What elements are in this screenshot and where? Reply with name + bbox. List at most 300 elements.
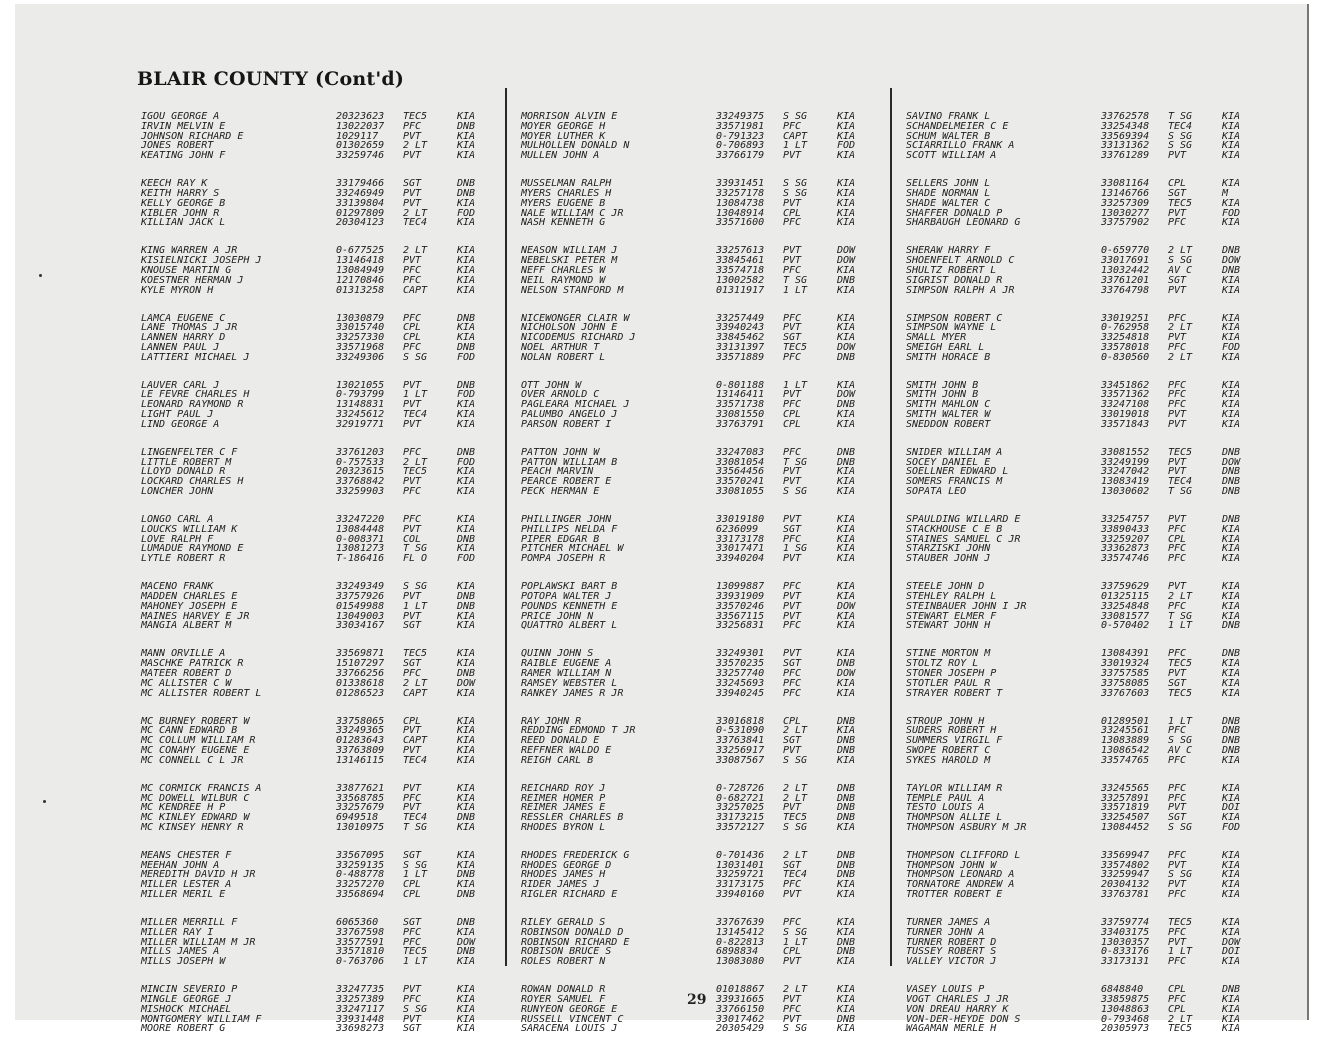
- entry-serial-number: 33173215: [716, 812, 765, 824]
- entry-status: DNB: [457, 533, 476, 545]
- entry-serial-number: 33574765: [1101, 754, 1150, 766]
- entry-status: KIA: [1222, 600, 1241, 612]
- entry-serial-number: 33761201: [1101, 274, 1150, 286]
- entry-name: REIGH CARL B: [521, 754, 594, 766]
- entry-rank: PFC: [783, 533, 802, 545]
- entry-serial-number: 33451862: [1101, 379, 1150, 391]
- entry-group: [906, 112, 1266, 161]
- entry-status: KIA: [457, 418, 476, 430]
- entry-serial-number: 33763841: [716, 735, 765, 747]
- entry-rank: PFC: [1168, 782, 1187, 794]
- entry-status: KIA: [457, 658, 476, 670]
- roster-entry: [141, 689, 501, 699]
- entry-rank: CPL: [403, 889, 422, 901]
- entry-group: [141, 179, 501, 228]
- entry-serial-number: 33568785: [336, 792, 385, 804]
- entry-rank: PFC: [403, 926, 422, 938]
- entry-name: ROLES ROBERT N: [521, 956, 606, 968]
- entry-rank: S SG: [1168, 821, 1193, 833]
- entry-serial-number: 6065360: [336, 917, 379, 929]
- entry-rank: AV C: [1168, 744, 1193, 756]
- entry-rank: S SG: [1168, 255, 1193, 267]
- entry-status: KIA: [457, 926, 476, 938]
- roster-entry: [141, 218, 501, 228]
- entry-rank: PVT: [403, 1013, 422, 1025]
- entry-rank: 2 LT: [783, 782, 808, 794]
- entry-status: DNB: [837, 849, 856, 861]
- entry-rank: PFC: [1168, 889, 1187, 901]
- entry-name: SCIARRILLO FRANK A: [906, 140, 1015, 152]
- entry-serial-number: 33247083: [716, 446, 765, 458]
- entry-rank: 1 LT: [403, 869, 428, 881]
- entry-serial-number: 33245612: [336, 409, 385, 421]
- entry-status: KIA: [1222, 399, 1241, 411]
- entry-rank: S SG: [783, 486, 808, 498]
- entry-serial-number: 33759629: [1101, 581, 1150, 593]
- entry-status: KIA: [457, 715, 476, 727]
- entry-serial-number: 33763791: [716, 418, 765, 430]
- entry-rank: PFC: [403, 486, 422, 498]
- entry-serial-number: 13021055: [336, 379, 385, 391]
- entry-status: DOW: [837, 255, 856, 267]
- entry-status: DNB: [457, 178, 476, 190]
- roster-entry: [141, 353, 501, 363]
- entry-serial-number: 13086542: [1101, 744, 1150, 756]
- entry-group: [141, 515, 501, 564]
- roster-column-2: [521, 112, 881, 1052]
- entry-group: [521, 918, 881, 967]
- entry-serial-number: 33081577: [1101, 610, 1150, 622]
- entry-name: ROBISON BRUCE S: [521, 946, 612, 958]
- entry-serial-number: 33257891: [1101, 792, 1150, 804]
- entry-serial-number: 20304123: [336, 217, 385, 229]
- entry-status: DNB: [837, 351, 856, 363]
- entry-status: DNB: [457, 889, 476, 901]
- entry-status: KIA: [837, 994, 856, 1006]
- entry-rank: PVT: [783, 648, 802, 660]
- entry-serial-number: 33257178: [716, 187, 765, 199]
- entry-rank: PFC: [403, 274, 422, 286]
- entry-status: KIA: [1222, 533, 1241, 545]
- entry-rank: 1 LT: [783, 284, 808, 296]
- entry-status: DNB: [457, 917, 476, 929]
- entry-status: KIA: [1222, 1023, 1241, 1035]
- entry-status: FOD: [457, 351, 476, 363]
- roster-entry: [141, 621, 501, 631]
- entry-status: KIA: [837, 120, 856, 132]
- roster-entry: [906, 1024, 1266, 1034]
- entry-status: KIA: [837, 610, 856, 622]
- entry-status: KIA: [837, 514, 856, 526]
- entry-name: KELLY GEORGE B: [141, 197, 226, 209]
- entry-rank: TEC5: [1168, 658, 1193, 670]
- entry-status: DNB: [457, 187, 476, 199]
- entry-serial-number: 0-801188: [716, 379, 765, 391]
- entry-rank: PFC: [783, 399, 802, 411]
- entry-rank: S SG: [783, 1023, 808, 1035]
- entry-rank: CPL: [403, 332, 422, 344]
- entry-serial-number: 0-822813: [716, 936, 765, 948]
- entry-rank: PVT: [783, 802, 802, 814]
- entry-serial-number: 33570241: [716, 476, 765, 488]
- entry-status: KIA: [837, 725, 856, 737]
- entry-status: KIA: [1222, 792, 1241, 804]
- entry-serial-number: 13083419: [1101, 476, 1150, 488]
- entry-status: DNB: [457, 312, 476, 324]
- entry-serial-number: 33571819: [1101, 802, 1150, 814]
- entry-name: THOMPSON ASBURY M JR: [906, 821, 1027, 833]
- entry-rank: PFC: [783, 879, 802, 891]
- entry-name: SIMPSON ROBERT C: [906, 312, 1003, 324]
- entry-name: RIDER JAMES J: [521, 879, 600, 891]
- entry-status: DNB: [837, 744, 856, 756]
- entry-status: KIA: [1222, 1013, 1241, 1025]
- page-title: BLAIR COUNTY (Cont'd): [137, 68, 405, 90]
- entry-name: STEWART JOHN H: [906, 620, 991, 632]
- entry-status: KIA: [1222, 812, 1241, 824]
- entry-rank: CPL: [403, 322, 422, 334]
- entry-status: KIA: [457, 956, 476, 968]
- entry-serial-number: 01313258: [336, 284, 385, 296]
- entry-serial-number: 33574718: [716, 264, 765, 276]
- entry-name: MILLS JAMES A: [141, 946, 220, 958]
- entry-status: KIA: [837, 476, 856, 488]
- entry-serial-number: 33571362: [1101, 389, 1150, 401]
- entry-serial-number: 33572127: [716, 821, 765, 833]
- entry-rank: PVT: [403, 523, 422, 535]
- entry-name: MEREDITH DAVID H JR: [141, 869, 256, 881]
- entry-rank: PFC: [1168, 600, 1187, 612]
- entry-name: MAHONEY JOSEPH E: [141, 600, 238, 612]
- entry-serial-number: 33764798: [1101, 284, 1150, 296]
- entry-status: KIA: [457, 332, 476, 344]
- entry-name: TEMPLE PAUL A: [906, 792, 985, 804]
- entry-status: DNB: [837, 782, 856, 794]
- entry-status: DNB: [837, 869, 856, 881]
- entry-status: FOD: [1222, 341, 1241, 353]
- entry-rank: PFC: [1168, 956, 1187, 968]
- entry-name: STARZISKI JOHN: [906, 543, 991, 555]
- entry-name: IRVIN MELVIN E: [141, 120, 226, 132]
- entry-serial-number: 33019180: [716, 514, 765, 526]
- entry-rank: SGT: [783, 332, 802, 344]
- entry-serial-number: 33257389: [336, 994, 385, 1006]
- entry-rank: PVT: [1168, 514, 1187, 526]
- entry-rank: PVT: [783, 514, 802, 526]
- entry-serial-number: 33249306: [336, 351, 385, 363]
- entry-status: DOW: [457, 677, 476, 689]
- entry-rank: PFC: [403, 341, 422, 353]
- entry-serial-number: 13022037: [336, 120, 385, 132]
- entry-rank: PFC: [1168, 994, 1187, 1006]
- entry-name: SMITH HORACE B: [906, 351, 991, 363]
- entry-serial-number: 33569871: [336, 648, 385, 660]
- entry-serial-number: 33249375: [716, 111, 765, 122]
- entry-rank: T SG: [783, 456, 808, 468]
- entry-name: SYKES HAROLD M: [906, 754, 991, 766]
- entry-name: MEANS CHESTER F: [141, 849, 232, 861]
- entry-serial-number: 33139804: [336, 197, 385, 209]
- entry-rank: S SG: [1168, 130, 1193, 142]
- entry-name: MC CONAHY EUGENE E: [141, 744, 250, 756]
- entry-name: MISHOCK MICHAEL: [141, 1003, 232, 1015]
- entry-status: KIA: [1222, 409, 1241, 421]
- entry-rank: 1 LT: [783, 379, 808, 391]
- entry-name: PHILLINGER JOHN: [521, 514, 612, 526]
- entry-status: KIA: [837, 984, 856, 996]
- entry-name: PATTON JOHN W: [521, 446, 600, 458]
- entry-status: KIA: [457, 523, 476, 535]
- entry-name: MATEER ROBERT D: [141, 667, 232, 679]
- entry-status: DNB: [457, 591, 476, 602]
- entry-serial-number: 13083889: [1101, 735, 1150, 747]
- entry-serial-number: 33761289: [1101, 150, 1150, 162]
- entry-serial-number: 33570235: [716, 658, 765, 670]
- column-divider: [505, 88, 507, 966]
- entry-serial-number: 33845461: [716, 255, 765, 267]
- entry-status: KIA: [1222, 312, 1241, 324]
- entry-rank: S SG: [403, 859, 428, 871]
- entry-name: MADDEN CHARLES E: [141, 591, 238, 602]
- entry-serial-number: 33016818: [716, 715, 765, 727]
- entry-rank: 2 LT: [783, 984, 808, 996]
- entry-rank: TEC5: [1168, 687, 1193, 699]
- entry-serial-number: 0-682721: [716, 792, 765, 804]
- entry-group: [906, 246, 1266, 295]
- entry-rank: PVT: [783, 466, 802, 478]
- entry-serial-number: 33254818: [1101, 332, 1150, 344]
- entry-rank: 1 LT: [403, 389, 428, 401]
- entry-serial-number: 13002582: [716, 274, 765, 286]
- entry-serial-number: 33179466: [336, 178, 385, 190]
- entry-name: SMALL MYER: [906, 332, 967, 344]
- entry-name: LEONARD RAYMOND R: [141, 399, 244, 411]
- entry-serial-number: 0-531090: [716, 725, 765, 737]
- entry-name: RHODES FREDERICK G: [521, 849, 630, 861]
- entry-rank: PVT: [783, 150, 802, 162]
- entry-rank: PVT: [403, 379, 422, 391]
- entry-serial-number: 33081054: [716, 456, 765, 468]
- entry-name: IGOU GEORGE A: [141, 111, 220, 122]
- entry-serial-number: 33767639: [716, 917, 765, 929]
- entry-serial-number: 33931665: [716, 994, 765, 1006]
- entry-name: KISIELNICKI JOSEPH J: [141, 255, 262, 267]
- entry-name: SIGRIST DONALD R: [906, 274, 1003, 286]
- roster-entry: [141, 756, 501, 766]
- entry-serial-number: 33571843: [1101, 418, 1150, 430]
- entry-serial-number: 33761203: [336, 446, 385, 458]
- entry-status: KIA: [837, 207, 856, 219]
- entry-rank: PFC: [783, 1003, 802, 1015]
- entry-rank: 2 LT: [1168, 351, 1193, 363]
- entry-name: PIPER EDGAR B: [521, 533, 600, 545]
- entry-name: STAUBER JOHN J: [906, 553, 991, 565]
- entry-rank: PVT: [1168, 409, 1187, 421]
- entry-serial-number: 13084738: [716, 197, 765, 209]
- roster-entry: [906, 823, 1266, 833]
- entry-status: DNB: [837, 792, 856, 804]
- entry-serial-number: 0-659770: [1101, 245, 1150, 257]
- entry-name: STINE MORTON M: [906, 648, 991, 660]
- entry-rank: CPL: [403, 879, 422, 891]
- entry-rank: TEC5: [783, 341, 808, 353]
- roster-entry: [521, 689, 881, 699]
- entry-serial-number: 13030879: [336, 312, 385, 324]
- entry-status: KIA: [837, 926, 856, 938]
- entry-serial-number: 13010975: [336, 821, 385, 833]
- entry-status: KIA: [457, 581, 476, 593]
- entry-name: VASEY LOUIS P: [906, 984, 985, 996]
- entry-rank: TEC5: [403, 648, 428, 660]
- entry-serial-number: 33757926: [336, 591, 385, 602]
- entry-serial-number: 33757585: [1101, 667, 1150, 679]
- roster-entry: [521, 621, 881, 631]
- entry-rank: PVT: [783, 610, 802, 622]
- entry-status: DNB: [1222, 514, 1241, 526]
- entry-serial-number: 33173178: [716, 533, 765, 545]
- entry-status: DNB: [1222, 446, 1241, 458]
- entry-serial-number: 33247108: [1101, 399, 1150, 411]
- entry-status: DNB: [1222, 486, 1241, 498]
- entry-serial-number: 1029117: [336, 130, 379, 142]
- entry-serial-number: 33254507: [1101, 812, 1150, 824]
- entry-name: RAMSEY WEBSTER L: [521, 677, 618, 689]
- entry-rank: PFC: [1168, 341, 1187, 353]
- entry-status: DOW: [1222, 456, 1241, 468]
- entry-status: DNB: [1222, 725, 1241, 737]
- roster-entry: [141, 1024, 501, 1034]
- entry-rank: PVT: [783, 744, 802, 756]
- entry-serial-number: 33131362: [1101, 140, 1150, 152]
- entry-serial-number: 33571968: [336, 341, 385, 353]
- entry-serial-number: 01302659: [336, 140, 385, 152]
- entry-name: STROUP JOHN H: [906, 715, 985, 727]
- entry-group: [906, 649, 1266, 698]
- entry-group: [906, 985, 1266, 1034]
- entry-serial-number: 33259207: [1101, 533, 1150, 545]
- entry-status: KIA: [837, 620, 856, 632]
- entry-group: [521, 381, 881, 430]
- entry-serial-number: 33081550: [716, 409, 765, 421]
- entry-group: [141, 985, 501, 1034]
- entry-serial-number: 0-793799: [336, 389, 385, 401]
- entry-name: LATTIERI MICHAEL J: [141, 351, 250, 363]
- entry-name: MILLER MERIL E: [141, 889, 226, 901]
- entry-name: MILLER RAY I: [141, 926, 214, 938]
- entry-serial-number: 33131397: [716, 341, 765, 353]
- entry-name: SOMERS FRANCIS M: [906, 476, 1003, 488]
- entry-name: MACENO FRANK: [141, 581, 214, 593]
- entry-status: KIA: [1222, 523, 1241, 535]
- entry-rank: TEC5: [403, 111, 428, 122]
- entry-rank: PFC: [1168, 543, 1187, 555]
- entry-name: SOCEY DANIEL E: [906, 456, 991, 468]
- entry-status: DNB: [1222, 984, 1241, 996]
- entry-name: SELLERS JOHN L: [906, 178, 991, 190]
- entry-status: KIA: [457, 409, 476, 421]
- entry-name: RUNYEON GEORGE E: [521, 1003, 618, 1015]
- entry-rank: SGT: [783, 523, 802, 535]
- roster-entry: [521, 823, 881, 833]
- entry-status: KIA: [457, 514, 476, 526]
- entry-rank: PFC: [403, 514, 422, 526]
- entry-serial-number: 33256831: [716, 620, 765, 632]
- entry-name: KILLIAN JACK L: [141, 217, 226, 229]
- entry-status: KIA: [1222, 591, 1241, 602]
- entry-name: VON-DER-HEYDE DON S: [906, 1013, 1021, 1025]
- entry-rank: 1 SG: [783, 543, 808, 555]
- entry-name: SMEIGH EARL L: [906, 341, 985, 353]
- entry-serial-number: 33571981: [716, 120, 765, 132]
- entry-name: SUMMERS VIRGIL F: [906, 735, 1003, 747]
- entry-name: LYTLE ROBERT R: [141, 553, 226, 565]
- entry-serial-number: 33259135: [336, 859, 385, 871]
- entry-status: KIA: [457, 111, 476, 122]
- entry-name: SNIDER WILLIAM A: [906, 446, 1003, 458]
- entry-rank: PVT: [403, 610, 422, 622]
- entry-name: NOEL ARTHUR T: [521, 341, 600, 353]
- entry-status: DNB: [1222, 735, 1241, 747]
- entry-name: PECK HERMAN E: [521, 486, 600, 498]
- entry-status: KIA: [1222, 150, 1241, 162]
- entry-rank: CPL: [783, 409, 802, 421]
- entry-serial-number: 33087567: [716, 754, 765, 766]
- entry-serial-number: 33877621: [336, 782, 385, 794]
- entry-rank: PFC: [1168, 648, 1187, 660]
- entry-status: DNB: [457, 946, 476, 958]
- entry-name: SHULTZ ROBERT L: [906, 264, 997, 276]
- entry-rank: PFC: [1168, 926, 1187, 938]
- entry-name: REFFNER WALDO E: [521, 744, 612, 756]
- entry-serial-number: 33017691: [1101, 255, 1150, 267]
- entry-name: NEASON WILLIAM J: [521, 245, 618, 257]
- roster-entry: [521, 890, 881, 900]
- roster-entry: [906, 554, 1266, 564]
- entry-status: KIA: [837, 581, 856, 593]
- entry-group: [906, 582, 1266, 631]
- entry-rank: 1 LT: [403, 956, 428, 968]
- entry-name: MUSSELMAN RALPH: [521, 178, 612, 190]
- entry-serial-number: 33571810: [336, 946, 385, 958]
- entry-rank: SGT: [783, 658, 802, 670]
- entry-rank: PVT: [1168, 284, 1187, 296]
- entry-serial-number: 33859875: [1101, 994, 1150, 1006]
- entry-rank: PFC: [1168, 792, 1187, 804]
- roster-entry: [141, 890, 501, 900]
- entry-serial-number: 6898834: [716, 946, 759, 958]
- roster-entry: [521, 151, 881, 161]
- entry-name: SCHANDELMEIER C E: [906, 120, 1009, 132]
- entry-status: KIA: [837, 889, 856, 901]
- entry-name: LONCHER JOHN: [141, 486, 214, 498]
- entry-rank: PVT: [783, 889, 802, 901]
- entry-rank: PFC: [783, 120, 802, 132]
- entry-serial-number: 13081273: [336, 543, 385, 555]
- entry-serial-number: 33362873: [1101, 543, 1150, 555]
- entry-rank: PVT: [403, 591, 422, 602]
- entry-serial-number: 33698273: [336, 1023, 385, 1035]
- entry-serial-number: 33403175: [1101, 926, 1150, 938]
- entry-rank: SGT: [403, 620, 422, 632]
- entry-rank: TEC4: [403, 812, 428, 824]
- entry-name: MORRISON ALVIN E: [521, 111, 618, 122]
- entry-serial-number: 33845462: [716, 332, 765, 344]
- entry-group: [141, 448, 501, 497]
- entry-serial-number: 33890433: [1101, 523, 1150, 535]
- entry-status: KIA: [1222, 879, 1241, 891]
- entry-name: KEATING JOHN F: [141, 150, 226, 162]
- entry-serial-number: 33574802: [1101, 859, 1150, 871]
